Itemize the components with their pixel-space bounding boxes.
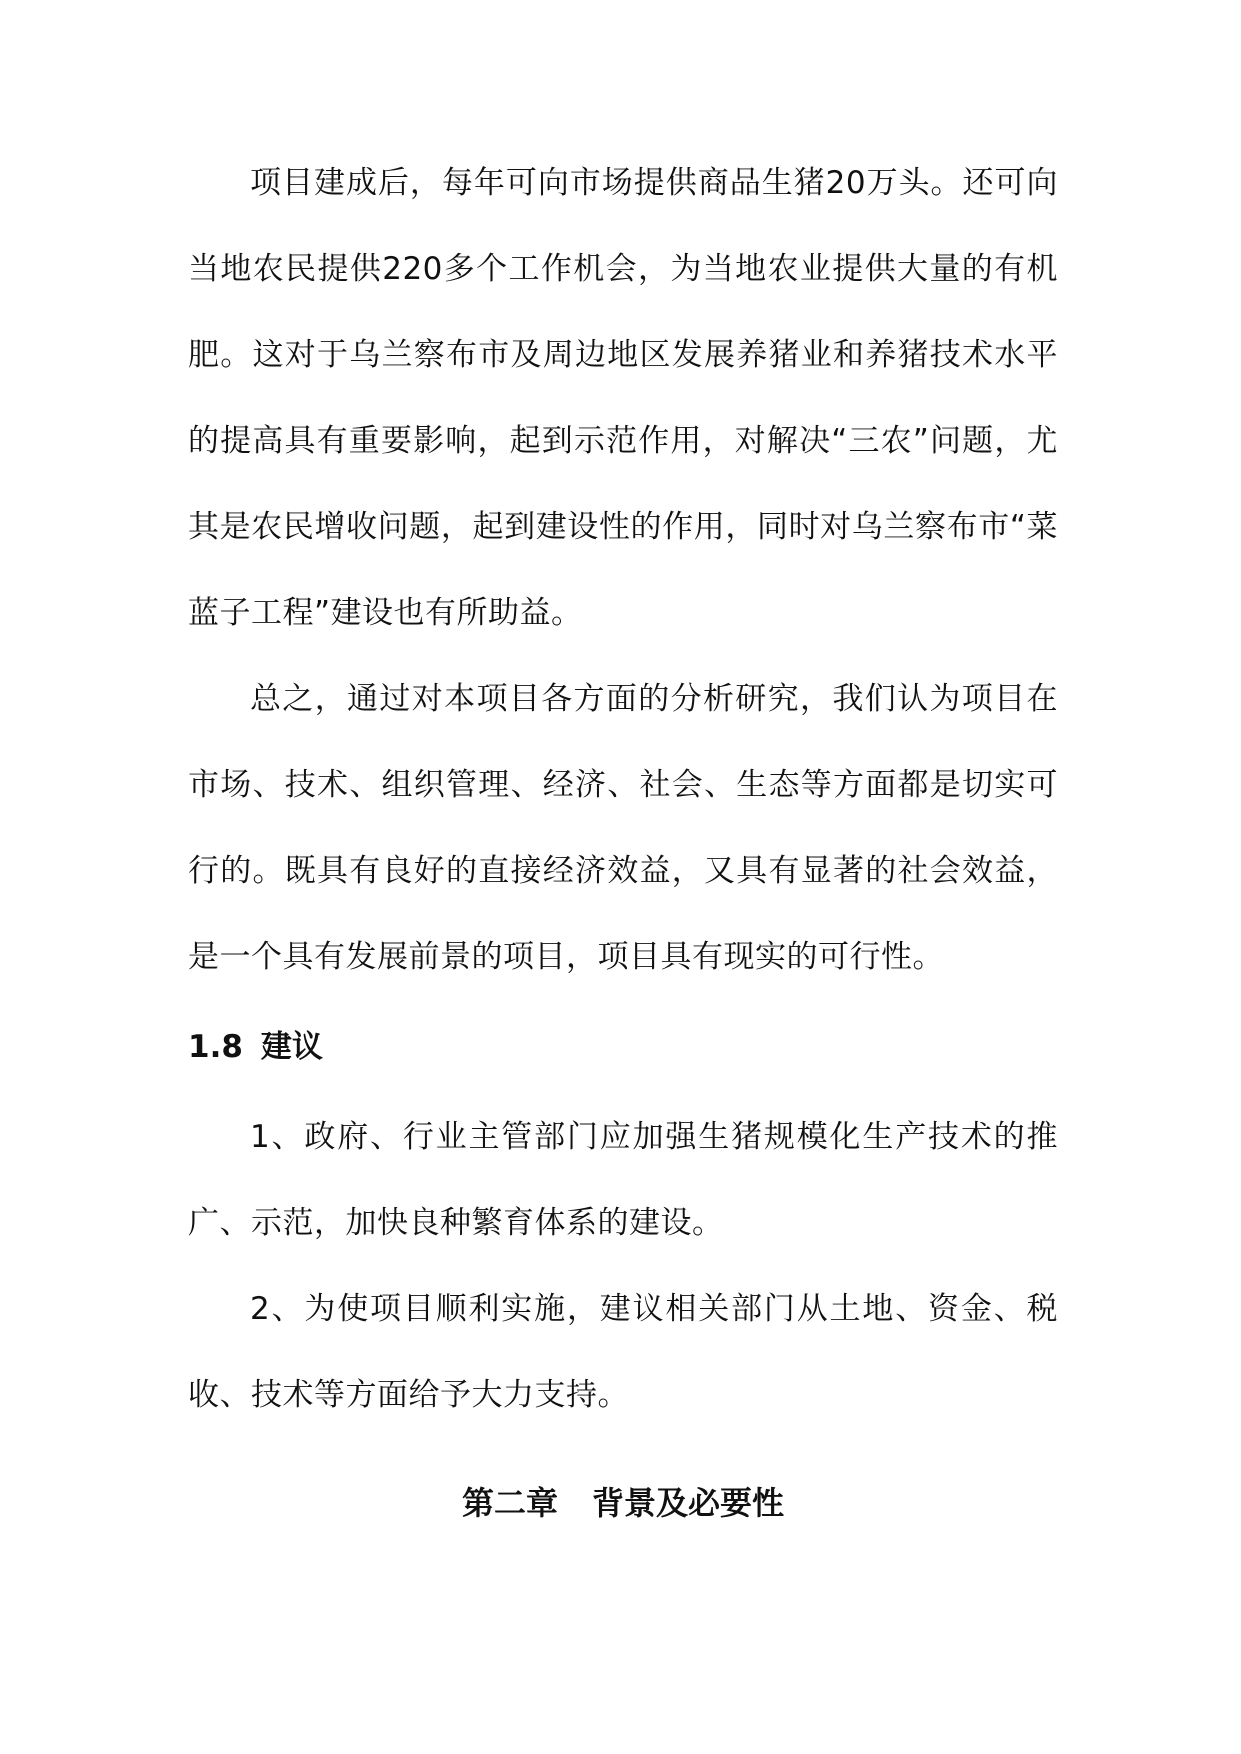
section-title: 建议 [260,1029,323,1065]
chapter-name: 背景及必要性 [592,1484,785,1522]
chapter-title [188,1460,1058,1546]
recommendation-item-1: 1、政府、行业主管部门应加强生猪规模化生产技术的推广、示范，加快良种繁育体系的建设。 [188,1119,1058,1241]
chapter-number: 第二章 [461,1484,558,1522]
recommendation-item-2: 2、为使项目顺利实施，建议相关部门从土地、资金、税收、技术等方面给予大力支持。 [188,1291,1058,1413]
section-heading [188,1000,1058,1094]
section-number: 1.8 [188,1029,243,1065]
paragraph-project-benefits: 项目建成后，每年可向市场提供商品生猪20万头。还可向当地农民提供220多个工作机会，为当地农业提供大量的有机肥。这对于乌兰察布市及周边地区发展养猪业和养猪技术水平的提高具有重要影响，起到示范作用，对解决“三农”问题，尤其是农民增收问题，起到建设性的作用，同时对乌兰察布市“菜蓝子工程”建设也有所助益。 [188,165,1058,631]
document-page [188,140,1058,1546]
paragraph-conclusion: 总之，通过对本项目各方面的分析研究，我们认为项目在市场、技术、组织管理、经济、社会、生态等方面都是切实可行的。既具有良好的直接经济效益，又具有显著的社会效益，是一个具有发展前景的项目，项目具有现实的可行性。 [188,681,1058,975]
